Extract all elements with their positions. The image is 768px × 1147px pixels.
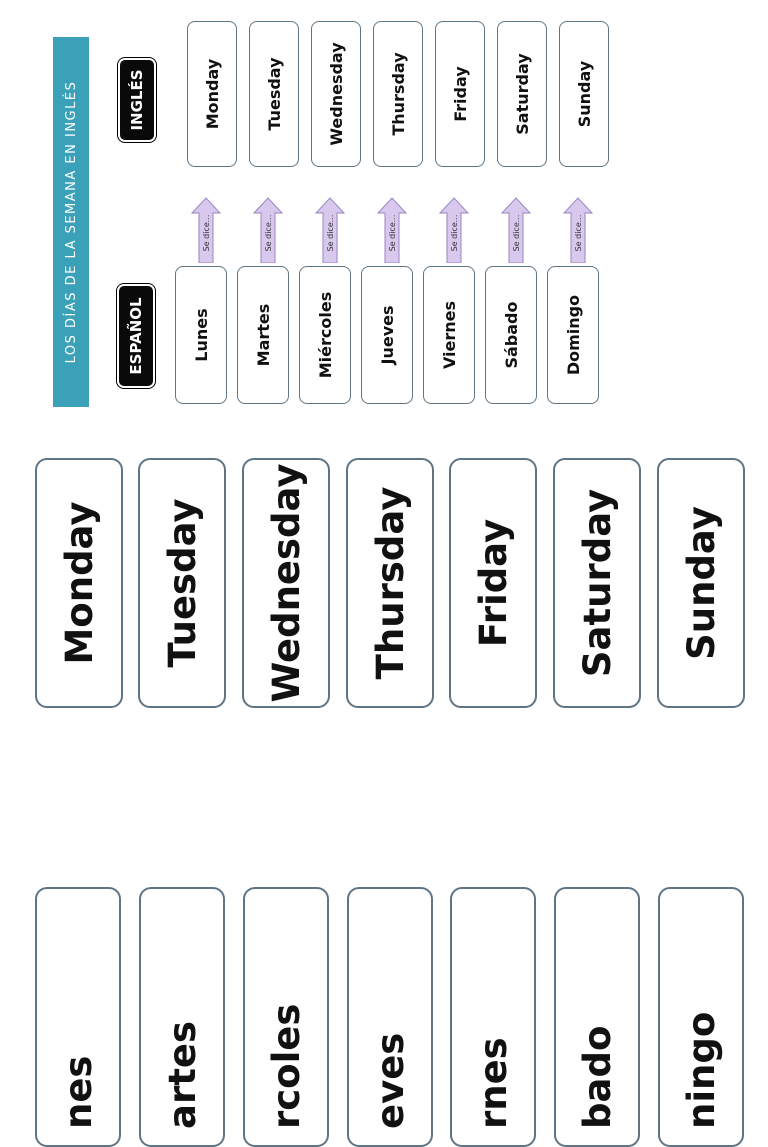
english-card-tuesday: Tuesday bbox=[249, 21, 299, 167]
arrow-label: Se dice... bbox=[449, 214, 459, 252]
arrow-icon bbox=[377, 197, 407, 263]
large-card-lunes: nes bbox=[35, 887, 121, 1147]
large-card-monday: Monday bbox=[35, 458, 123, 708]
spanish-card-viernes: Viernes bbox=[423, 266, 475, 404]
spanish-card-jueves: Jueves bbox=[361, 266, 413, 404]
header-spanish: ESPAÑOL bbox=[119, 286, 153, 386]
large-card-sunday: Sunday bbox=[657, 458, 745, 708]
english-card-saturday: Saturday bbox=[497, 21, 547, 167]
large-card-jueves: eves bbox=[347, 887, 433, 1147]
english-card-sunday: Sunday bbox=[559, 21, 609, 167]
spanish-card-lunes: Lunes bbox=[175, 266, 227, 404]
arrow-icon bbox=[191, 197, 221, 263]
english-card-monday: Monday bbox=[187, 21, 237, 167]
spanish-card-sabado: Sábado bbox=[485, 266, 537, 404]
arrow-icon bbox=[315, 197, 345, 263]
large-card-wednesday: Wednesday bbox=[242, 458, 330, 708]
english-card-wednesday: Wednesday bbox=[311, 21, 361, 167]
spanish-card-martes: Martes bbox=[237, 266, 289, 404]
title-banner: LOS DÍAS DE LA SEMANA EN INGLÉS bbox=[53, 37, 89, 407]
large-card-domingo: ningo bbox=[658, 887, 744, 1147]
header-english: INGLÉS bbox=[120, 60, 154, 140]
arrow-icon bbox=[501, 197, 531, 263]
spanish-card-domingo: Domingo bbox=[547, 266, 599, 404]
large-card-friday: Friday bbox=[449, 458, 537, 708]
arrow-label: Se dice... bbox=[325, 214, 335, 252]
spanish-card-miercoles: Miércoles bbox=[299, 266, 351, 404]
large-card-thursday: Thursday bbox=[346, 458, 434, 708]
large-card-viernes: rnes bbox=[450, 887, 536, 1147]
arrow-label: Se dice... bbox=[263, 214, 273, 252]
arrow-label: Se dice... bbox=[511, 214, 521, 252]
arrow-icon bbox=[439, 197, 469, 263]
arrow-label: Se dice... bbox=[387, 214, 397, 252]
arrow-label: Se dice... bbox=[573, 214, 583, 252]
large-card-saturday: Saturday bbox=[553, 458, 641, 708]
large-card-sabado: bado bbox=[554, 887, 640, 1147]
english-card-friday: Friday bbox=[435, 21, 485, 167]
large-card-martes: artes bbox=[139, 887, 225, 1147]
large-card-tuesday: Tuesday bbox=[138, 458, 226, 708]
english-card-thursday: Thursday bbox=[373, 21, 423, 167]
large-card-miercoles: rcoles bbox=[243, 887, 329, 1147]
arrow-label: Se dice... bbox=[201, 214, 211, 252]
arrow-icon bbox=[253, 197, 283, 263]
arrow-icon bbox=[563, 197, 593, 263]
